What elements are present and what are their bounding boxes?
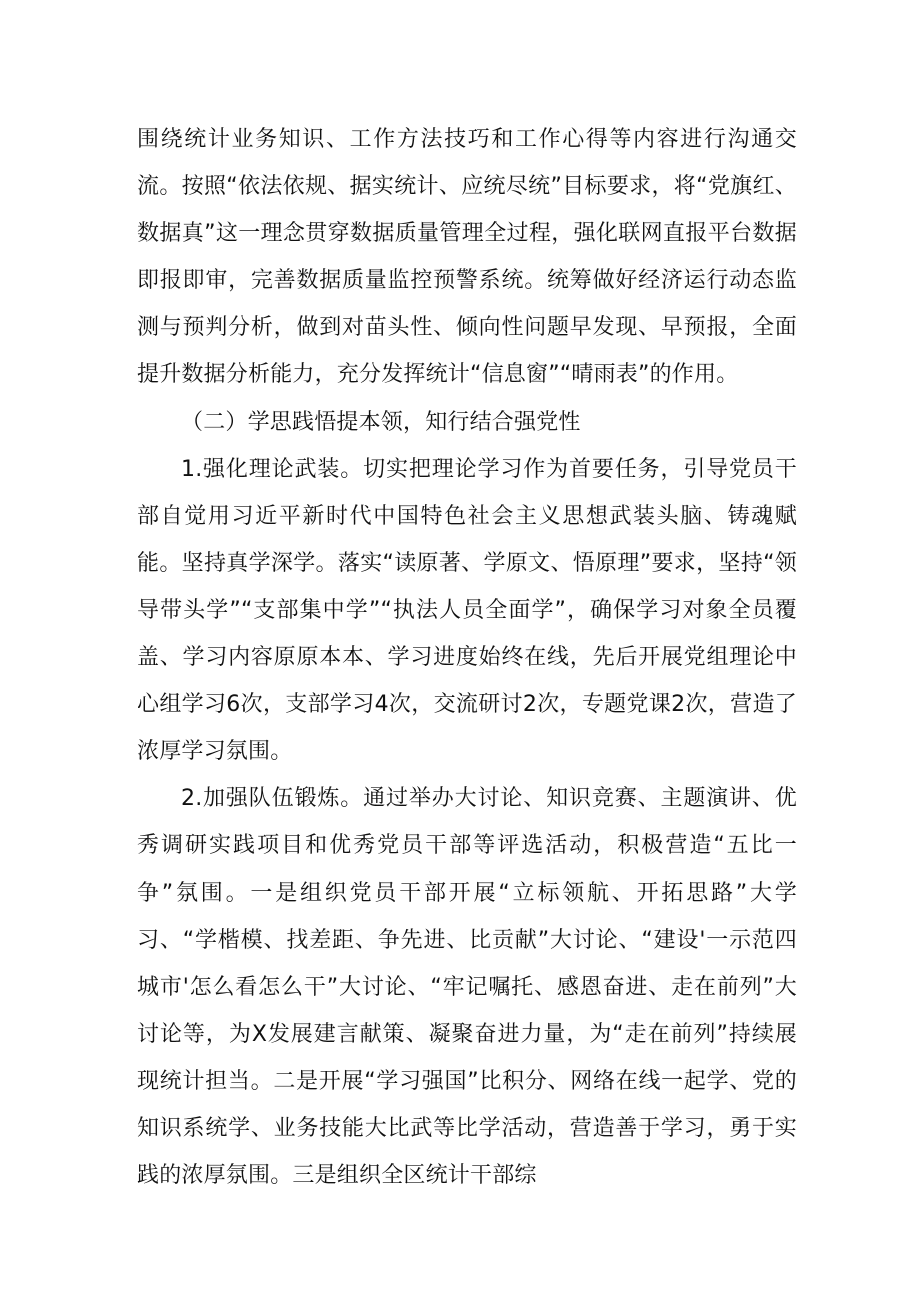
paragraph-statistics-exchange: 围绕统计业务知识、工作方法技巧和工作心得等内容进行沟通交流。按照“依法依规、据实统计、应统尽统”目标要求，将“党旗红、数据真”这一理念贯穿数据质量管理全过程，强化联网直报平台数据即报即审，完善数据质量监控预警系统。统筹做好经济运行动态监测与预判分析，做到对苗头性、倾向性问题早发现、早预报，全面提升数据分析能力，充分发挥统计“信息窗”“晴雨表”的作用。 xyxy=(137,127,797,388)
document-body xyxy=(137,116,797,1199)
paragraph-theory-study: 1.强化理论武装。切实把理论学习作为首要任务，引导党员干部自觉用习近平新时代中国特色社会主义思想武装头脑、铸魂赋能。坚持真学深学。落实“读原著、学原文、悟原理”要求，坚持“领导带头学”“支部集中学”“执法人员全面学”，确保学习对象全员覆盖、学习内容原原本本、学习进度始终在线，先后开展党组理论中心组学习6次，支部学习4次，交流研讨2次，专题党课2次，营造了浓厚学习氛围。 xyxy=(137,456,797,765)
paragraph-team-training: 2.加强队伍锻炼。通过举办大讨论、知识竞赛、主题演讲、优秀调研实践项目和优秀党员干部等评选活动，积极营造“五比一争”氛围。一是组织党员干部开展“立标领航、开拓思路”大学习、“学楷模、找差距、争先进、比贡献”大讨论、“建设'一示范四城市'怎么看怎么干”大讨论、“牢记嘱托、感恩奋进、走在前列”大讨论等，为X发展建言献策、凝聚奋进力量，为“走在前列”持续展现统计担当。二是开展“学习强国”比积分、网络在线一起学、党的知识系统学、业务技能大比武等比学活动，营造善于学习，勇于实践的浓厚氛围。三是组织全区统计干部综 xyxy=(137,786,797,1189)
section-heading-2: （二）学思践悟提本领，知行结合强党性 xyxy=(181,409,581,435)
